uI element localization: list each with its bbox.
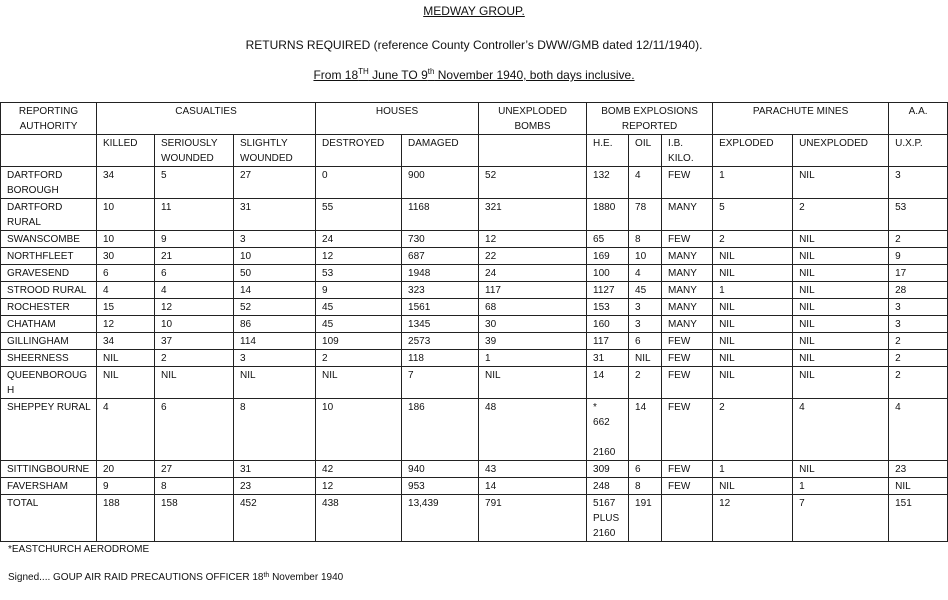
cell-authority: SWANSCOMBE <box>1 231 97 248</box>
table-row <box>1 367 948 399</box>
cell-he: 5167 PLUS 2160 <box>587 495 629 542</box>
cell-unexploded-bombs: 321 <box>479 199 587 231</box>
cell-damaged: 1561 <box>402 299 479 316</box>
cell-seriously-wounded: 21 <box>155 248 234 265</box>
table-row <box>1 316 948 333</box>
cell-destroyed: 45 <box>316 299 402 316</box>
cell-uxp: 3 <box>889 167 948 199</box>
cell-uxp: 4 <box>889 399 948 461</box>
header-aa: A.A. <box>889 103 948 135</box>
cell-he: 65 <box>587 231 629 248</box>
cell-authority: ROCHESTER <box>1 299 97 316</box>
cell-oil: 2 <box>629 367 662 399</box>
cell-ib-kilo: FEW <box>662 231 713 248</box>
cell-destroyed: 9 <box>316 282 402 299</box>
cell-destroyed: 12 <box>316 478 402 495</box>
sub-header-ib-kilo: I.B. KILO. <box>662 135 713 167</box>
cell-ib-kilo: FEW <box>662 367 713 399</box>
cell-exploded: 1 <box>713 461 793 478</box>
reporting-period: From 18TH June TO 9th November 1940, both days inclusive. <box>313 67 635 82</box>
cell-ib-kilo: MANY <box>662 282 713 299</box>
cell-authority: SHEERNESS <box>1 350 97 367</box>
cell-slightly-wounded: 114 <box>234 333 316 350</box>
cell-exploded: 1 <box>713 282 793 299</box>
cell-unexploded: NIL <box>793 350 889 367</box>
cell-unexploded-bombs: 1 <box>479 350 587 367</box>
cell-unexploded: NIL <box>793 231 889 248</box>
cell-exploded: NIL <box>713 265 793 282</box>
cell-ib-kilo: FEW <box>662 478 713 495</box>
cell-killed: NIL <box>97 367 155 399</box>
sub-header-killed: KILLED <box>97 135 155 167</box>
total-row <box>1 495 948 542</box>
cell-exploded: NIL <box>713 478 793 495</box>
cell-seriously-wounded: 37 <box>155 333 234 350</box>
cell-uxp: 17 <box>889 265 948 282</box>
cell-uxp: 3 <box>889 316 948 333</box>
cell-destroyed: 109 <box>316 333 402 350</box>
cell-oil: 3 <box>629 299 662 316</box>
cell-ib-kilo <box>662 495 713 542</box>
cell-oil: 8 <box>629 478 662 495</box>
cell-unexploded-bombs: 14 <box>479 478 587 495</box>
cell-authority: SHEPPEY RURAL <box>1 399 97 461</box>
cell-oil: 4 <box>629 265 662 282</box>
cell-destroyed: 45 <box>316 316 402 333</box>
cell-oil: 4 <box>629 167 662 199</box>
cell-oil: 14 <box>629 399 662 461</box>
returns-reference-line: RETURNS REQUIRED (reference County Controller’s DWW/GMB dated 12/11/1940). <box>245 38 703 52</box>
cell-exploded: NIL <box>713 367 793 399</box>
cell-authority: CHATHAM <box>1 316 97 333</box>
cell-destroyed: 55 <box>316 199 402 231</box>
cell-destroyed: 2 <box>316 350 402 367</box>
cell-killed: 34 <box>97 333 155 350</box>
cell-oil: 6 <box>629 461 662 478</box>
cell-authority: GILLINGHAM <box>1 333 97 350</box>
cell-exploded: 2 <box>713 399 793 461</box>
cell-oil: 6 <box>629 333 662 350</box>
cell-damaged: 118 <box>402 350 479 367</box>
cell-uxp: NIL <box>889 478 948 495</box>
cell-unexploded: NIL <box>793 367 889 399</box>
cell-killed: 188 <box>97 495 155 542</box>
cell-unexploded-bombs: 68 <box>479 299 587 316</box>
cell-authority: TOTAL <box>1 495 97 542</box>
header-reporting-authority: REPORTING AUTHORITY <box>1 103 97 135</box>
cell-oil: 8 <box>629 231 662 248</box>
cell-he: * 662 2160 <box>587 399 629 461</box>
sub-header-destroyed: DESTROYED <box>316 135 402 167</box>
cell-authority: DARTFORD RURAL <box>1 199 97 231</box>
cell-slightly-wounded: NIL <box>234 367 316 399</box>
cell-unexploded: NIL <box>793 461 889 478</box>
cell-unexploded-bombs: 43 <box>479 461 587 478</box>
cell-he: 100 <box>587 265 629 282</box>
cell-destroyed: 438 <box>316 495 402 542</box>
cell-killed: 4 <box>97 399 155 461</box>
cell-killed: 34 <box>97 167 155 199</box>
table-row <box>1 265 948 282</box>
cell-he: 309 <box>587 461 629 478</box>
cell-unexploded: 7 <box>793 495 889 542</box>
cell-authority: SITTINGBOURNE <box>1 461 97 478</box>
cell-he: 153 <box>587 299 629 316</box>
cell-damaged: 1948 <box>402 265 479 282</box>
cell-destroyed: 0 <box>316 167 402 199</box>
table-row <box>1 478 948 495</box>
cell-seriously-wounded: 11 <box>155 199 234 231</box>
cell-slightly-wounded: 23 <box>234 478 316 495</box>
cell-uxp: 151 <box>889 495 948 542</box>
cell-ib-kilo: MANY <box>662 299 713 316</box>
cell-slightly-wounded: 10 <box>234 248 316 265</box>
header-parachute-mines: PARACHUTE MINES <box>713 103 889 135</box>
sub-header-damaged: DAMAGED <box>402 135 479 167</box>
cell-destroyed: 24 <box>316 231 402 248</box>
cell-uxp: 2 <box>889 367 948 399</box>
cell-oil: 10 <box>629 248 662 265</box>
cell-damaged: 730 <box>402 231 479 248</box>
cell-ib-kilo: MANY <box>662 316 713 333</box>
cell-slightly-wounded: 50 <box>234 265 316 282</box>
cell-unexploded: NIL <box>793 265 889 282</box>
cell-unexploded-bombs: 39 <box>479 333 587 350</box>
cell-killed: 10 <box>97 231 155 248</box>
cell-damaged: 940 <box>402 461 479 478</box>
cell-oil: 45 <box>629 282 662 299</box>
cell-authority: QUEENBOROUG H <box>1 367 97 399</box>
cell-he: 160 <box>587 316 629 333</box>
footnote: *EASTCHURCH AERODROME <box>8 544 150 555</box>
cell-oil: NIL <box>629 350 662 367</box>
cell-authority: DARTFORD BOROUGH <box>1 167 97 199</box>
cell-unexploded: NIL <box>793 167 889 199</box>
cell-ib-kilo: FEW <box>662 461 713 478</box>
cell-killed: 4 <box>97 282 155 299</box>
cell-oil: 3 <box>629 316 662 333</box>
header-bomb-explosions: BOMB EXPLOSIONS REPORTED <box>587 103 713 135</box>
cell-damaged: 900 <box>402 167 479 199</box>
cell-unexploded-bombs: 24 <box>479 265 587 282</box>
cell-slightly-wounded: 52 <box>234 299 316 316</box>
cell-uxp: 3 <box>889 299 948 316</box>
cell-uxp: 2 <box>889 333 948 350</box>
cell-seriously-wounded: 2 <box>155 350 234 367</box>
cell-killed: NIL <box>97 350 155 367</box>
document-title: MEDWAY GROUP. <box>423 4 525 18</box>
cell-destroyed: 53 <box>316 265 402 282</box>
cell-uxp: 2 <box>889 350 948 367</box>
cell-exploded: 1 <box>713 167 793 199</box>
table-row <box>1 231 948 248</box>
cell-seriously-wounded: 158 <box>155 495 234 542</box>
table-row <box>1 167 948 199</box>
cell-damaged: 687 <box>402 248 479 265</box>
cell-he: 1127 <box>587 282 629 299</box>
cell-killed: 12 <box>97 316 155 333</box>
cell-seriously-wounded: NIL <box>155 367 234 399</box>
cell-ib-kilo: MANY <box>662 248 713 265</box>
cell-unexploded-bombs: 48 <box>479 399 587 461</box>
cell-slightly-wounded: 3 <box>234 231 316 248</box>
cell-seriously-wounded: 6 <box>155 265 234 282</box>
table-row <box>1 248 948 265</box>
cell-ib-kilo: MANY <box>662 265 713 282</box>
cell-seriously-wounded: 5 <box>155 167 234 199</box>
cell-exploded: 2 <box>713 231 793 248</box>
cell-destroyed: 10 <box>316 399 402 461</box>
cell-uxp: 23 <box>889 461 948 478</box>
cell-exploded: 12 <box>713 495 793 542</box>
cell-killed: 6 <box>97 265 155 282</box>
cell-unexploded: 4 <box>793 399 889 461</box>
sub-header-exploded: EXPLODED <box>713 135 793 167</box>
cell-unexploded: 1 <box>793 478 889 495</box>
cell-exploded: 5 <box>713 199 793 231</box>
group-header-row <box>1 103 948 135</box>
cell-unexploded-bombs: 12 <box>479 231 587 248</box>
cell-slightly-wounded: 3 <box>234 350 316 367</box>
cell-he: 31 <box>587 350 629 367</box>
sub-header-row <box>1 135 948 167</box>
table-row <box>1 199 948 231</box>
cell-seriously-wounded: 27 <box>155 461 234 478</box>
cell-exploded: NIL <box>713 316 793 333</box>
table-row <box>1 350 948 367</box>
cell-slightly-wounded: 27 <box>234 167 316 199</box>
cell-seriously-wounded: 12 <box>155 299 234 316</box>
cell-damaged: 1168 <box>402 199 479 231</box>
cell-slightly-wounded: 31 <box>234 461 316 478</box>
header-casualties: CASUALTIES <box>97 103 316 135</box>
cell-slightly-wounded: 14 <box>234 282 316 299</box>
cell-unexploded: NIL <box>793 333 889 350</box>
cell-ib-kilo: FEW <box>662 350 713 367</box>
cell-slightly-wounded: 31 <box>234 199 316 231</box>
cell-oil: 78 <box>629 199 662 231</box>
cell-damaged: 323 <box>402 282 479 299</box>
cell-damaged: 13,439 <box>402 495 479 542</box>
cell-exploded: NIL <box>713 333 793 350</box>
sub-header-oil: OIL <box>629 135 662 167</box>
cell-seriously-wounded: 6 <box>155 399 234 461</box>
cell-ib-kilo: FEW <box>662 167 713 199</box>
header-unexploded-bombs: UNEXPLODED BOMBS <box>479 103 587 135</box>
cell-killed: 9 <box>97 478 155 495</box>
cell-seriously-wounded: 9 <box>155 231 234 248</box>
cell-uxp: 28 <box>889 282 948 299</box>
cell-slightly-wounded: 8 <box>234 399 316 461</box>
cell-damaged: 953 <box>402 478 479 495</box>
cell-seriously-wounded: 10 <box>155 316 234 333</box>
cell-unexploded: 2 <box>793 199 889 231</box>
cell-damaged: 7 <box>402 367 479 399</box>
cell-unexploded-bombs: 30 <box>479 316 587 333</box>
cell-destroyed: 42 <box>316 461 402 478</box>
cell-damaged: 2573 <box>402 333 479 350</box>
cell-uxp: 2 <box>889 231 948 248</box>
cell-he: 1880 <box>587 199 629 231</box>
cell-killed: 30 <box>97 248 155 265</box>
cell-unexploded: NIL <box>793 248 889 265</box>
cell-authority: FAVERSHAM <box>1 478 97 495</box>
cell-unexploded: NIL <box>793 282 889 299</box>
cell-he: 117 <box>587 333 629 350</box>
table-row <box>1 461 948 478</box>
table-row <box>1 399 948 461</box>
cell-seriously-wounded: 8 <box>155 478 234 495</box>
sub-header-blank <box>479 135 587 167</box>
cell-slightly-wounded: 452 <box>234 495 316 542</box>
header-houses: HOUSES <box>316 103 479 135</box>
signature-line: Signed.... GOUP AIR RAID PRECAUTIONS OFFICER 18th November 1940 <box>8 572 344 583</box>
sub-header-uxp: U.X.P. <box>889 135 948 167</box>
cell-exploded: NIL <box>713 299 793 316</box>
cell-he: 132 <box>587 167 629 199</box>
cell-authority: GRAVESEND <box>1 265 97 282</box>
cell-unexploded-bombs: NIL <box>479 367 587 399</box>
cell-exploded: NIL <box>713 350 793 367</box>
sub-header-seriously-wounded: SERIOUSLY WOUNDED <box>155 135 234 167</box>
table-row <box>1 333 948 350</box>
sub-header-unexploded: UNEXPLODED <box>793 135 889 167</box>
cell-unexploded-bombs: 791 <box>479 495 587 542</box>
cell-ib-kilo: FEW <box>662 399 713 461</box>
cell-destroyed: NIL <box>316 367 402 399</box>
sub-header-he: H.E. <box>587 135 629 167</box>
table-row <box>1 282 948 299</box>
cell-he: 14 <box>587 367 629 399</box>
cell-killed: 10 <box>97 199 155 231</box>
cell-uxp: 9 <box>889 248 948 265</box>
cell-authority: NORTHFLEET <box>1 248 97 265</box>
cell-damaged: 1345 <box>402 316 479 333</box>
cell-oil: 191 <box>629 495 662 542</box>
sub-header-slightly-wounded: SLIGHTLY WOUNDED <box>234 135 316 167</box>
returns-table <box>0 102 948 542</box>
cell-seriously-wounded: 4 <box>155 282 234 299</box>
cell-unexploded-bombs: 52 <box>479 167 587 199</box>
cell-unexploded-bombs: 117 <box>479 282 587 299</box>
cell-destroyed: 12 <box>316 248 402 265</box>
table-row <box>1 299 948 316</box>
cell-unexploded: NIL <box>793 316 889 333</box>
cell-ib-kilo: FEW <box>662 333 713 350</box>
cell-ib-kilo: MANY <box>662 199 713 231</box>
cell-he: 248 <box>587 478 629 495</box>
cell-unexploded-bombs: 22 <box>479 248 587 265</box>
cell-damaged: 186 <box>402 399 479 461</box>
cell-slightly-wounded: 86 <box>234 316 316 333</box>
cell-killed: 15 <box>97 299 155 316</box>
cell-exploded: NIL <box>713 248 793 265</box>
cell-unexploded: NIL <box>793 299 889 316</box>
cell-killed: 20 <box>97 461 155 478</box>
cell-authority: STROOD RURAL <box>1 282 97 299</box>
cell-he: 169 <box>587 248 629 265</box>
sub-header-blank <box>1 135 97 167</box>
cell-uxp: 53 <box>889 199 948 231</box>
